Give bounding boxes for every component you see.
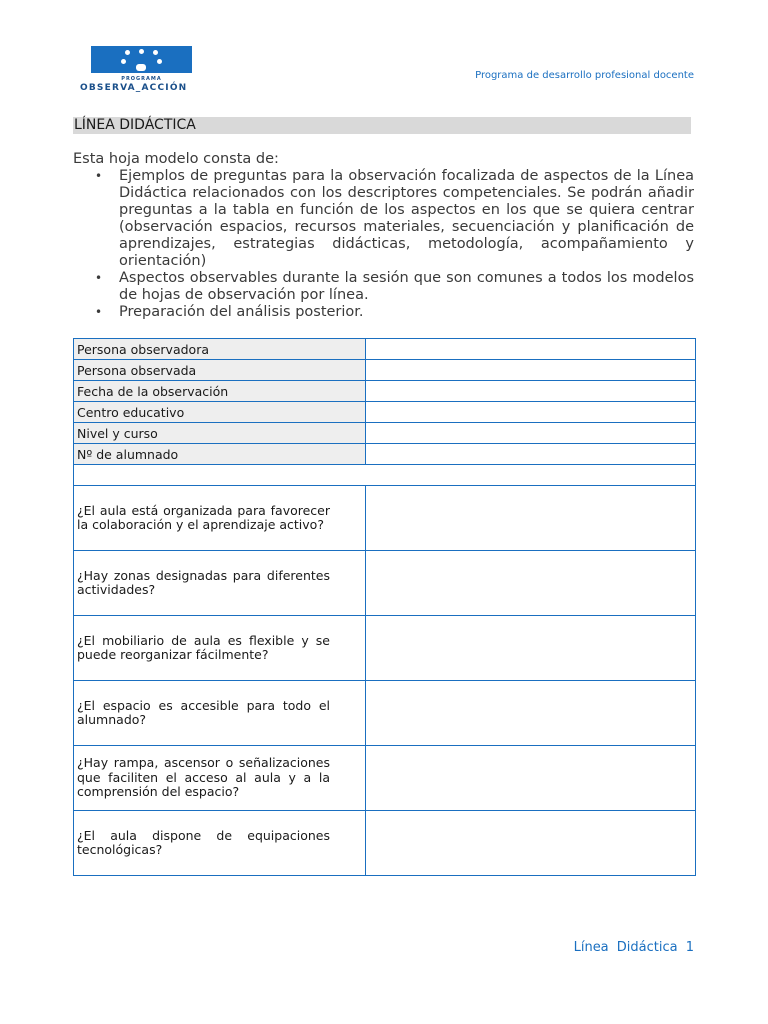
answer-cell[interactable] <box>366 551 696 616</box>
table-row <box>74 402 696 423</box>
question-cell <box>74 811 366 876</box>
program-logo <box>80 46 190 93</box>
logo-stars-icon <box>91 46 192 73</box>
table-row <box>74 423 696 444</box>
logo-small-text: PROGRAMA <box>121 76 162 82</box>
table-row <box>74 681 696 746</box>
question-text: ¿El aula está organizada para favorecer la colaboración y el aprendizaje activo? <box>77 502 330 532</box>
table-row <box>74 339 696 360</box>
field-label: Persona observada <box>74 360 366 381</box>
question-cell <box>74 486 366 551</box>
header-program-text: Programa de desarrollo profesional docente <box>475 70 694 81</box>
question-cell <box>74 616 366 681</box>
observation-table <box>73 338 696 876</box>
field-value-observada[interactable] <box>366 360 696 381</box>
table-row <box>74 551 696 616</box>
answer-cell[interactable] <box>366 746 696 811</box>
field-value-alumnado[interactable] <box>366 444 696 465</box>
intro-bullet: • Ejemplos de preguntas para la observación focalizada de aspectos de la Línea Didáctica relacionados con los descriptores competenciales. Se podrán añadir preguntas a la tabla en función de los aspectos en los que se quiera centrar (observación espacios, recursos materiales, secuenciación y planificación de aprendizajes, estrategias didácticas, metodología, acompañamiento y orientación) <box>119 168 694 270</box>
spacer-cell <box>74 465 696 486</box>
question-text: ¿El mobiliario de aula es flexible y se puede reorganizar fácilmente? <box>77 632 330 662</box>
field-value-nivel[interactable] <box>366 423 696 444</box>
table-row <box>74 444 696 465</box>
intro-block <box>73 151 694 321</box>
answer-cell[interactable] <box>366 616 696 681</box>
table-row <box>74 486 696 551</box>
answer-cell[interactable] <box>366 811 696 876</box>
table-spacer-row <box>74 465 696 486</box>
question-text: ¿El espacio es accesible para todo el alumnado? <box>77 697 330 727</box>
field-label: Nº de alumnado <box>74 444 366 465</box>
field-label: Centro educativo <box>74 402 366 423</box>
intro-lead: Esta hoja modelo consta de: <box>73 151 279 167</box>
field-value-centro[interactable] <box>366 402 696 423</box>
field-value-fecha[interactable] <box>366 381 696 402</box>
intro-bullet-list <box>73 168 694 321</box>
logo-main-text: OBSERVA_ACCIÓN <box>80 83 188 93</box>
field-label: Persona observadora <box>74 339 366 360</box>
table-row <box>74 360 696 381</box>
question-text: ¿Hay rampa, ascensor o señalizaciones que faciliten el acceso al aula y a la comprensión del espacio? <box>77 755 330 800</box>
page-footer: Línea Didáctica 1 <box>573 940 694 955</box>
field-label: Nivel y curso <box>74 423 366 444</box>
table-row <box>74 746 696 811</box>
question-cell <box>74 681 366 746</box>
table-row <box>74 811 696 876</box>
section-title: LÍNEA DIDÁCTICA <box>73 117 691 134</box>
intro-bullet: • Preparación del análisis posterior. <box>119 304 694 321</box>
field-label: Fecha de la observación <box>74 381 366 402</box>
answer-cell[interactable] <box>366 681 696 746</box>
question-cell <box>74 551 366 616</box>
answer-cell[interactable] <box>366 486 696 551</box>
table-row <box>74 616 696 681</box>
question-text: ¿Hay zonas designadas para diferentes actividades? <box>77 567 330 597</box>
field-value-observadora[interactable] <box>366 339 696 360</box>
question-text: ¿El aula dispone de equipaciones tecnológicas? <box>77 827 330 857</box>
question-cell <box>74 746 366 811</box>
intro-bullet: • Aspectos observables durante la sesión que son comunes a todos los modelos de hojas de observación por línea. <box>119 270 694 304</box>
table-row <box>74 381 696 402</box>
